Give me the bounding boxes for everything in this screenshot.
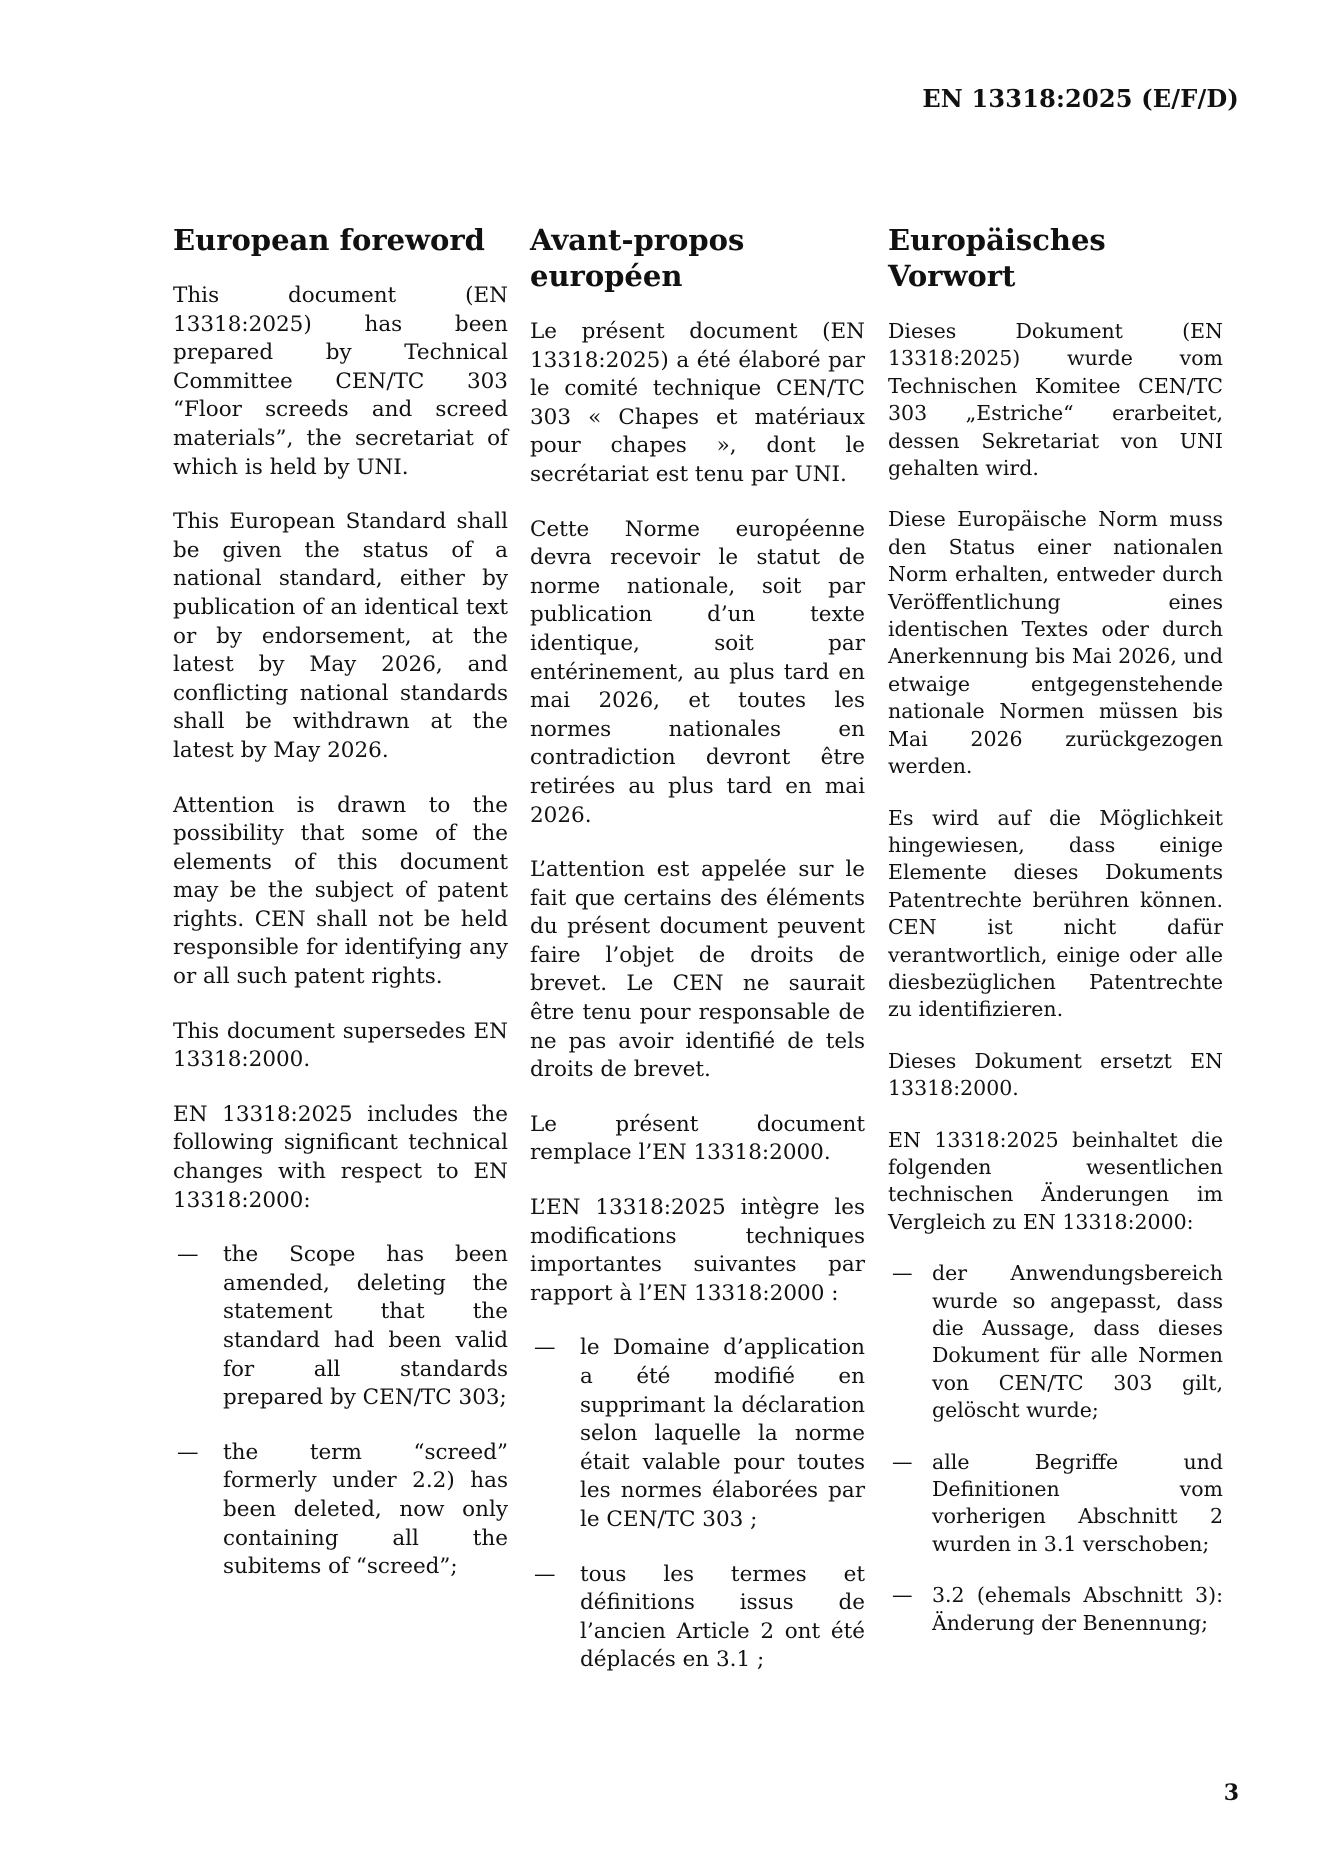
foreword-column-german [888, 222, 1223, 1661]
paragraph-changes-intro: EN 13318:2025 beinhaltet die folgenden wesentlichen technischen Änderungen im Vergleich zu EN 13318:2000: [888, 1127, 1223, 1234]
page-number: 3 [1223, 1780, 1239, 1806]
list-item-text: 3.2 (ehemals Abschnitt 3): Änderung der Benennung; [932, 1583, 1223, 1635]
list-item-text: the term “screed” formerly under 2.2) has been deleted, now only containing all the subitems of “screed”; [223, 1439, 508, 1580]
list-item [888, 1260, 1223, 1424]
dash-bullet-icon: — [534, 1561, 556, 1587]
paragraph-national-status: This European Standard shall be given the status of a national standard, either by publication of an identical text or by endorsement, at the latest by May 2026, and conflicting national standards shall be withdrawn at the latest by May 2026. [173, 509, 508, 763]
paragraph-changes-intro: EN 13318:2025 includes the following significant technical changes with respect to EN 13318:2000: [173, 1101, 508, 1213]
list-item [530, 1334, 865, 1534]
dash-bullet-icon: — [892, 1583, 913, 1608]
paragraph-changes-intro: L’EN 13318:2025 intègre les modifications techniques importantes suivantes par rapport à l’EN 13318:2000 : [530, 1195, 865, 1306]
section-title-french: Avant-propos européen [530, 223, 745, 293]
paragraph-patent-rights: L’attention est appelée sur le fait que certains des éléments du présent document peuvent faire l’objet de droits de brevet. Le CEN ne saurait être tenu pour responsable de ne pas avoir identifié de tels droits de brevet. [530, 857, 865, 1083]
foreword-column-french [530, 222, 865, 1701]
dash-bullet-icon: — [177, 1439, 199, 1465]
paragraph-national-status: Cette Norme européenne devra recevoir le statut de norme nationale, soit par publication d’un texte identique, soit par entérinement, au plus tard en mai 2026, et toutes les normes nationales en contradiction devront être retirées au plus tard en mai 2026. [530, 516, 865, 828]
paragraph-preparation: This document (EN 13318:2025) has been prepared by Technical Committee CEN/TC 303 “Floor screeds and screed materials”, the secretariat of which is held by UNI. [173, 283, 508, 480]
paragraph-supersedes: Le présent document remplace l’EN 13318:2000. [530, 1111, 865, 1166]
paragraph-patent-rights: Es wird auf die Möglichkeit hingewiesen, dass einige Elemente dieses Dokuments Patentrechte berühren können. CEN ist nicht dafür verantwortlich, einige oder alle diesbezüglichen Patentrechte zu identifizieren. [888, 805, 1223, 1022]
paragraph-patent-rights: Attention is drawn to the possibility that some of the elements of this document may be the subject of patent rights. CEN shall not be held responsible for identifying any or all such patent rights. [173, 792, 508, 990]
dash-bullet-icon: — [892, 1449, 913, 1474]
list-item [173, 1241, 508, 1413]
section-title-english: European foreword [173, 223, 485, 257]
dash-bullet-icon: — [177, 1242, 199, 1268]
list-item-text: alle Begriffe und Definitionen vom vorherigen Abschnitt 2 wurden in 3.1 verschoben; [932, 1449, 1223, 1556]
dash-bullet-icon: — [892, 1261, 913, 1286]
list-item-text: tous les termes et définitions issus de l’ancien Article 2 ont été déplacés en 3.1 ; [580, 1561, 865, 1673]
paragraph-national-status: Diese Europäische Norm muss den Status einer nationalen Norm erhalten, entweder durch Veröffentlichung eines identischen Textes oder durch Anerkennung bis Mai 2026, und etwaige entgegenstehende nationale Normen müssen bis Mai 2026 zurückgezogen werden. [888, 507, 1223, 779]
dash-bullet-icon: — [534, 1335, 556, 1361]
list-item [888, 1449, 1223, 1559]
paragraph-preparation: Le présent document (EN 13318:2025) a été élaboré par le comité technique CEN/TC 303 « Chapes et matériaux pour chapes », dont le secrétariat est tenu par UNI. [530, 319, 865, 487]
list-item [530, 1561, 865, 1675]
list-item-text: der Anwendungsbereich wurde so angepasst, dass die Aussage, dass dieses Dokument für alle Normen von CEN/TC 303 gilt, gelöscht wurde; [932, 1261, 1223, 1423]
paragraph-supersedes: This document supersedes EN 13318:2000. [173, 1018, 508, 1073]
list-item-text: the Scope has been amended, deleting the statement that the standard had been valid for all standards prepared by CEN/TC 303; [223, 1242, 508, 1411]
list-item [888, 1582, 1223, 1637]
changes-list [888, 1260, 1223, 1637]
paragraph-preparation: Dieses Dokument (EN 13318:2025) wurde vom Technischen Komitee CEN/TC 303 „Estriche“ erarbeitet, dessen Sekretariat von UNI gehalten wird. [888, 319, 1223, 481]
changes-list [530, 1334, 865, 1675]
foreword-column-english [173, 222, 508, 1608]
section-title-german: Europäisches Vorwort [888, 223, 1106, 293]
document-identifier: EN 13318:2025 (E/F/D) [922, 84, 1239, 113]
changes-list [173, 1241, 508, 1582]
paragraph-supersedes: Dieses Dokument ersetzt EN 13318:2000. [888, 1048, 1223, 1101]
list-item [173, 1439, 508, 1582]
list-item-text: le Domaine d’application a été modifié en supprimant la déclaration selon laquelle la norme était valable pour toutes les normes élaborées par le CEN/TC 303 ; [580, 1335, 865, 1532]
